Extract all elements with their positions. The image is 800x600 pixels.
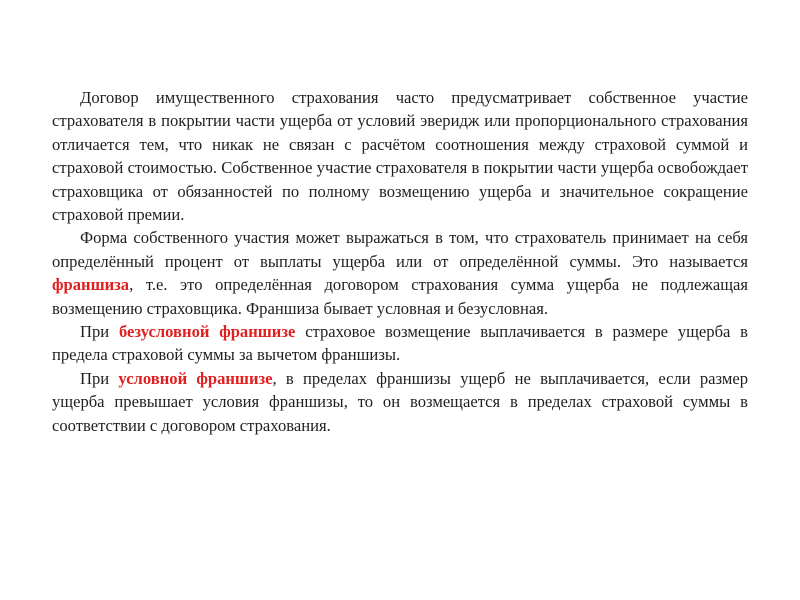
term-unconditional-franchise: безусловной франшизе xyxy=(118,322,296,342)
paragraph-unconditional xyxy=(52,320,748,367)
paragraph-franchise-form xyxy=(52,226,748,320)
conditional-text-end: , в пределах франшизы ущерб не выплачивается, если размер ущерба превышает условия франшизы, то он возмещается в пределах страховой суммы в соответствии с договором страхования. xyxy=(52,368,749,435)
term-conditional-franchise: условной франшизе xyxy=(118,368,273,388)
paragraph-intro xyxy=(52,86,748,226)
intro-text: Договор имущественного страхования часто предусматривает собственное участие страхователя в покрытии части ущерба от условий эверидж или пропорционального страхования отличается тем, что никак не связан с расчётом соотношения между страховой суммой и страховой стоимостью. Собственное участие страхователя в покрытии части ущерба освобождает страховщика от обязанностей по полному возмещению ущерба и значительное сокращение страховой премии. xyxy=(52,88,748,225)
term-franchise: франшиза xyxy=(52,275,130,295)
slide-text xyxy=(52,86,748,437)
conditional-text-start: При xyxy=(80,368,119,388)
unconditional-text-end: страховое возмещение выплачивается в размере ущерба в предела страховой суммы за вычетом франшизы. xyxy=(52,322,748,365)
franchise-form-text-end: , т.е. это определённая договором страхования сумма ущерба не подлежащая возмещению страховщика. Франшиза бывает условная и безусловная. xyxy=(52,275,748,318)
franchise-form-text-start: Форма собственного участия может выражаться в том, что страхователь принимает на себя определённый процент от выплаты ущерба или от определённой суммы. Это называется xyxy=(52,228,748,271)
paragraph-conditional xyxy=(52,367,748,437)
unconditional-text-start: При xyxy=(80,322,119,342)
